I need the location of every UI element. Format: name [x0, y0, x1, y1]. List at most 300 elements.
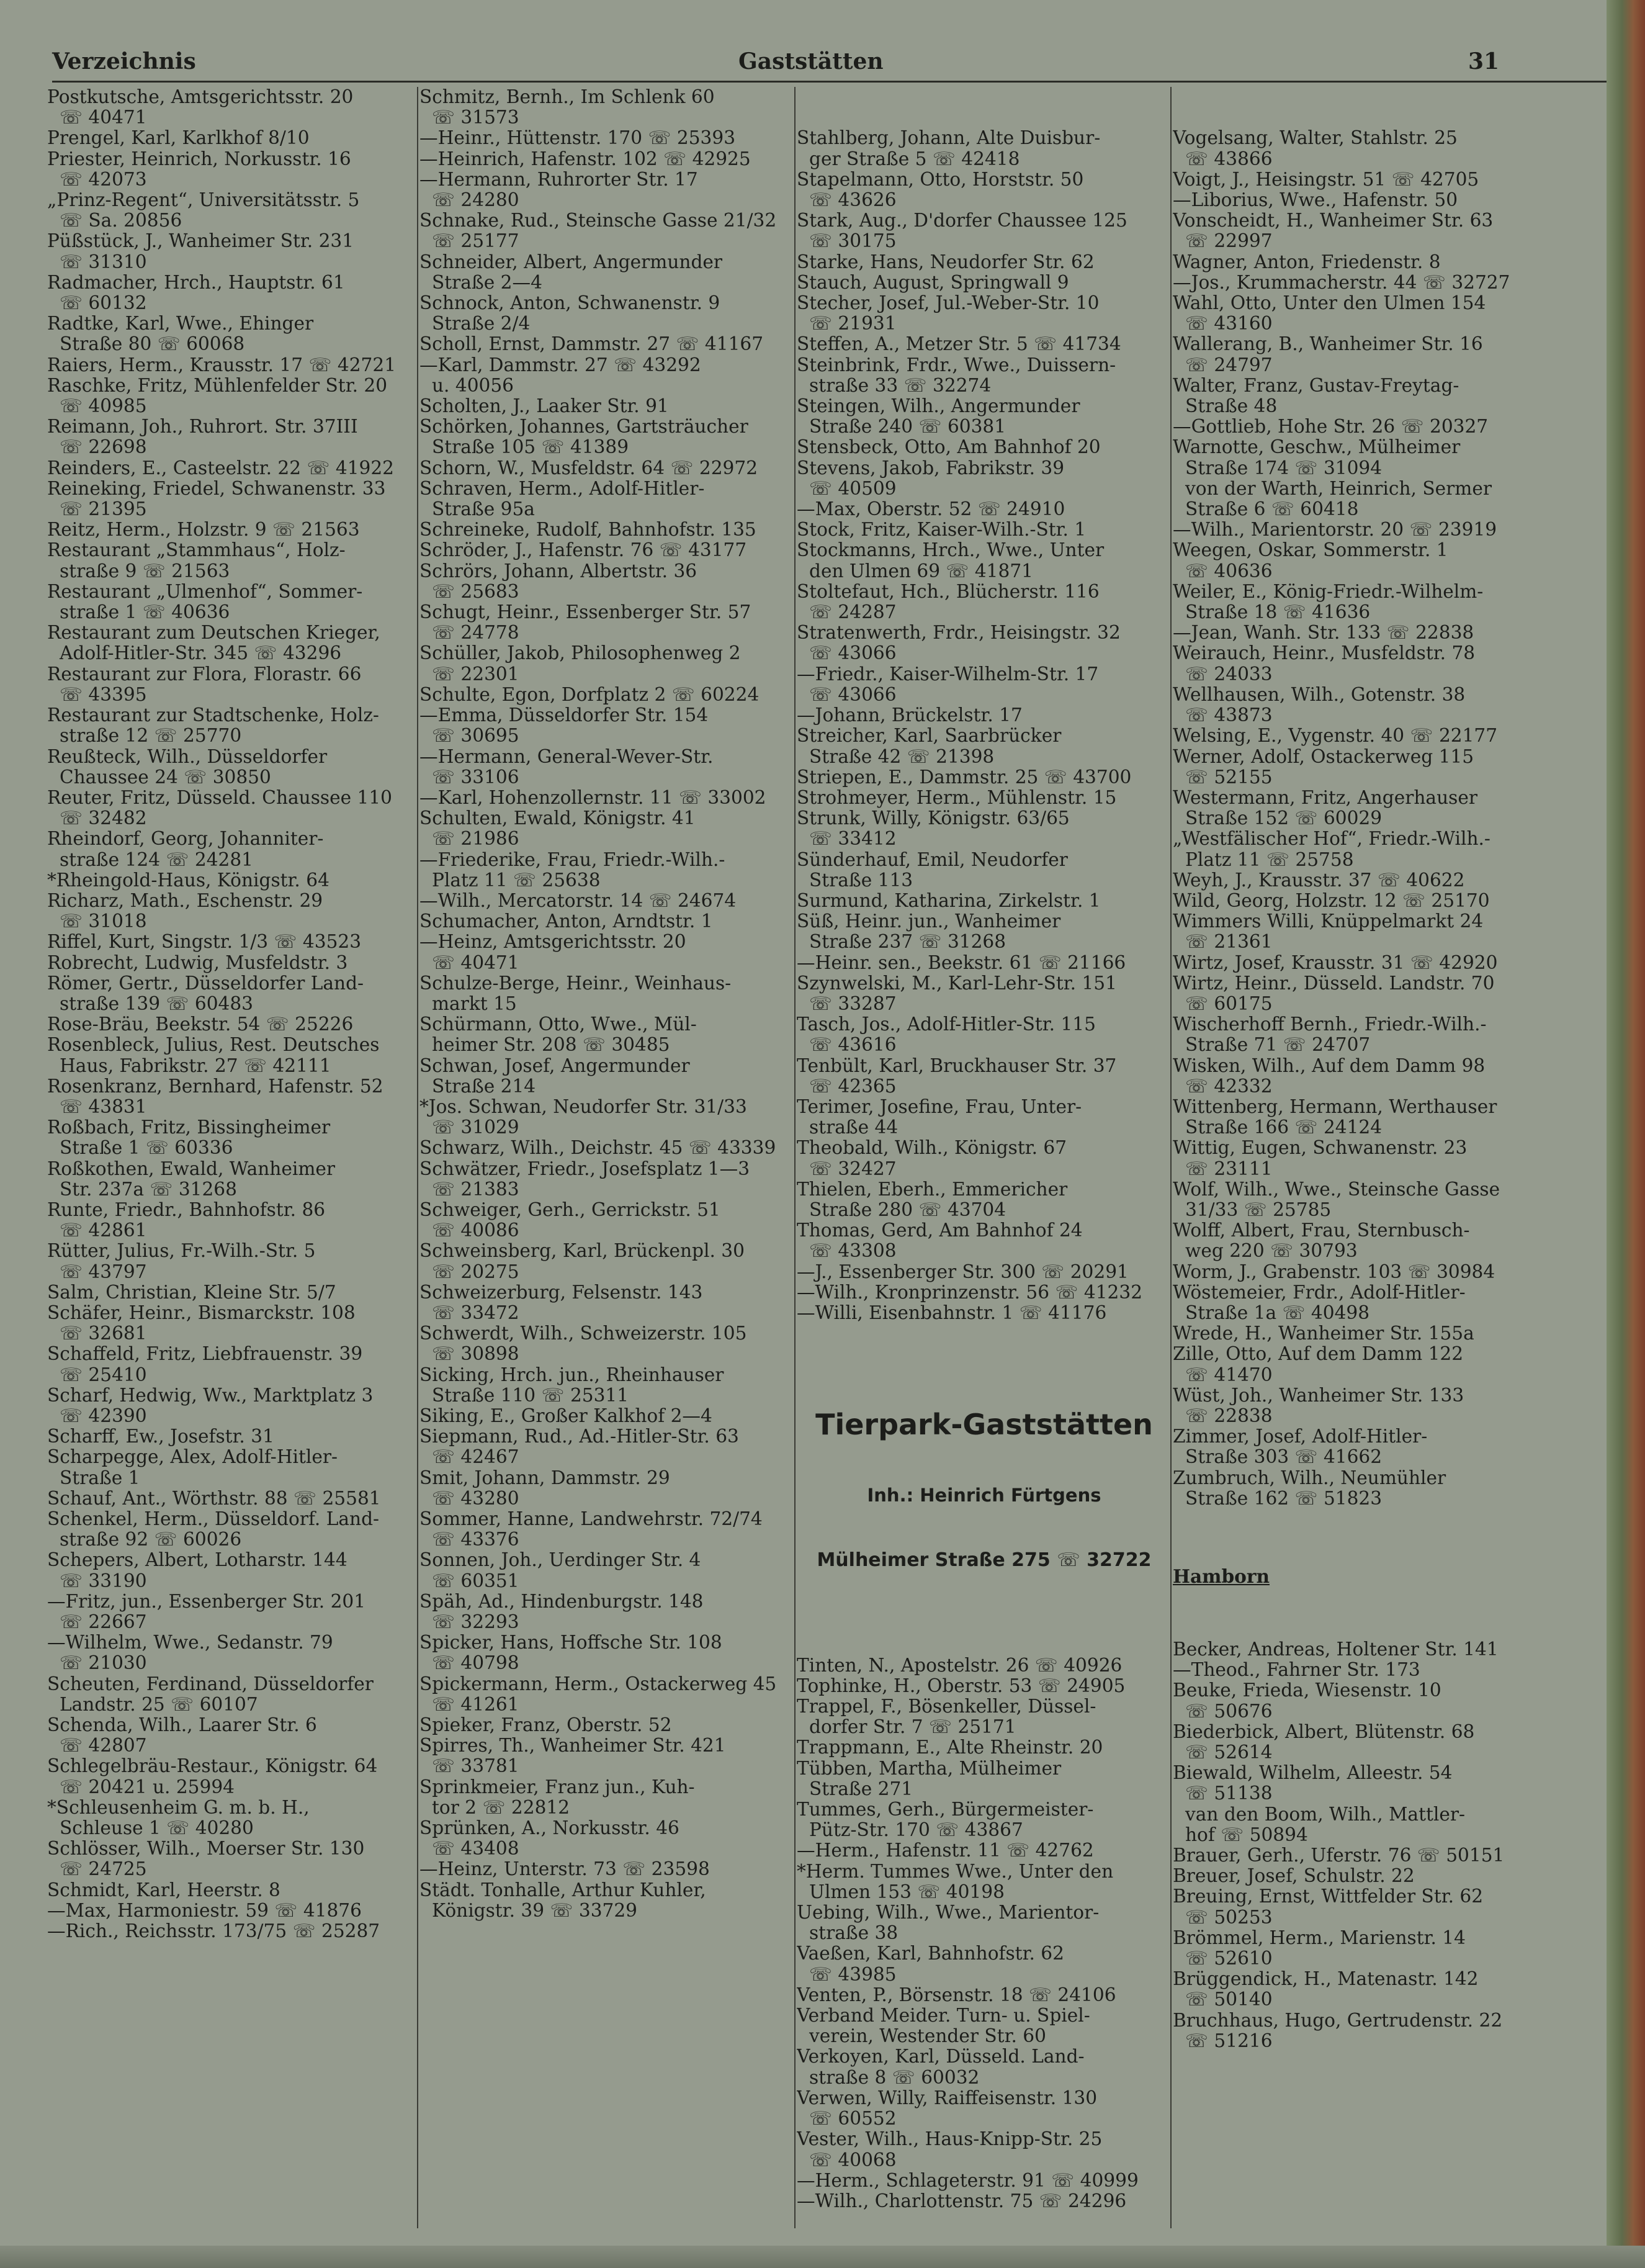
directory-line: Straße 6 ☏ 60418 [1185, 498, 1359, 520]
directory-line: Straße 271 [809, 1778, 913, 1799]
directory-line: Roßkothen, Ewald, Wanheimer [47, 1158, 336, 1179]
directory-line: Straße 214 [432, 1075, 536, 1097]
directory-line: ☏ 50253 [1185, 1906, 1273, 1928]
directory-line: ☏ 50140 [1185, 1989, 1273, 2010]
directory-line: ☏ 43066 [809, 683, 897, 705]
directory-line: tor 2 ☏ 22812 [432, 1796, 570, 1818]
directory-line: Beuke, Frieda, Wiesenstr. 10 [1173, 1680, 1441, 1701]
directory-line: Wimmers Willi, Knüppelmarkt 24 [1173, 911, 1484, 932]
directory-line: Schüller, Jakob, Philosophenweg 2 [419, 642, 741, 664]
directory-line: Straße 48 [1185, 395, 1278, 417]
ad-address: Mülheimer Straße 275 ☏ 32722 [817, 1549, 1152, 1571]
directory-line: ☏ 43160 [1185, 313, 1273, 335]
directory-line: Robrecht, Ludwig, Musfeldstr. 3 [47, 952, 348, 973]
directory-line: —Theod., Fahrner Str. 173 [1173, 1659, 1420, 1681]
directory-line: *Schleusenheim G. m. b. H., [47, 1796, 310, 1818]
directory-line: Rütter, Julius, Fr.-Wilh.-Str. 5 [47, 1240, 316, 1262]
directory-line: ☏ 40471 [432, 952, 519, 973]
directory-line: Schulze-Berge, Heinr., Weinhaus- [419, 972, 732, 994]
directory-line: Radmacher, Hrch., Hauptstr. 61 [47, 271, 345, 293]
directory-line: Schweizerburg, Felsenstr. 143 [419, 1281, 703, 1303]
directory-line: Venten, P., Börsenstr. 18 ☏ 24106 [797, 1984, 1116, 2005]
directory-line: Schmidt, Karl, Heerstr. 8 [47, 1879, 280, 1901]
directory-line: Reußteck, Wilh., Düsseldorfer [47, 745, 328, 767]
directory-line: ☏ 21361 [1185, 931, 1273, 953]
directory-line: Uebing, Wilh., Wwe., Marientor- [797, 1902, 1100, 1924]
directory-line: ☏ Sa. 20856 [60, 210, 182, 232]
directory-line: Wischerhoff Bernh., Friedr.-Wilh.- [1173, 1014, 1487, 1035]
directory-line: den Ulmen 69 ☏ 41871 [809, 560, 1033, 582]
directory-line: Vester, Wilh., Haus-Knipp-Str. 25 [797, 2128, 1103, 2150]
directory-line: ☏ 24287 [809, 601, 897, 623]
directory-line: Wild, Georg, Holzstr. 12 ☏ 25170 [1173, 889, 1490, 911]
directory-line: ☏ 33287 [809, 992, 897, 1014]
directory-line: Platz 11 ☏ 25638 [432, 869, 601, 891]
directory-line: ☏ 43616 [809, 1034, 897, 1056]
directory-line: Strunk, Willy, Königstr. 63/65 [797, 808, 1070, 829]
directory-line: Brauer, Gerh., Uferstr. 76 ☏ 50151 [1173, 1845, 1505, 1866]
directory-line: Römer, Gertr., Düsseldorfer Land- [47, 972, 364, 994]
directory-line: Straße 1 [60, 1467, 140, 1488]
directory-line: Richarz, Math., Eschenstr. 29 [47, 889, 323, 911]
directory-line: *Jos. Schwan, Neudorfer Str. 31/33 [419, 1096, 747, 1117]
directory-line: Walter, Franz, Gustav-Freytag- [1173, 374, 1459, 396]
running-header-title: Gaststätten [738, 48, 884, 74]
directory-line: —Karl, Dammstr. 27 ☏ 43292 [419, 354, 701, 376]
directory-line: Schwerdt, Wilh., Schweizerstr. 105 [419, 1323, 747, 1344]
directory-line: Straße 95a [432, 498, 535, 520]
directory-line: Straße 1a ☏ 40498 [1185, 1302, 1370, 1323]
directory-line: straße 124 ☏ 24281 [60, 848, 254, 870]
directory-line: Straße 240 ☏ 60381 [809, 416, 1006, 438]
directory-line: Tenbült, Karl, Bruckhauser Str. 37 [797, 1055, 1117, 1076]
directory-line: ☏ 31310 [60, 251, 147, 272]
directory-line: —Willi, Eisenbahnstr. 1 ☏ 41176 [797, 1302, 1107, 1323]
directory-line: straße 38 [809, 1922, 899, 1944]
directory-line: Schneider, Albert, Angermunder [419, 251, 723, 272]
directory-line: ☏ 41470 [1185, 1364, 1273, 1385]
directory-line: —Wilh., Mercatorstr. 14 ☏ 24674 [419, 889, 737, 911]
directory-line: ☏ 51138 [1185, 1783, 1273, 1804]
directory-line: ☏ 21383 [432, 1178, 519, 1200]
directory-line: ☏ 33412 [809, 828, 897, 850]
directory-line: —Herm., Schlageterstr. 91 ☏ 40999 [797, 2169, 1139, 2191]
directory-line: Scheuten, Ferdinand, Düsseldorfer [47, 1673, 374, 1694]
directory-line: Worm, J., Grabenstr. 103 ☏ 30984 [1173, 1261, 1495, 1282]
tierpark-advertisement [797, 1365, 1172, 1614]
directory-line: Raiers, Herm., Krausstr. 17 ☏ 42721 [47, 354, 397, 376]
directory-line: ☏ 24280 [432, 189, 519, 211]
directory-line: Breuer, Josef, Schulstr. 22 [1173, 1865, 1415, 1887]
directory-line: Restaurant „Ulmenhof“, Sommer- [47, 580, 363, 602]
directory-line: Schrörs, Johann, Albertstr. 36 [419, 560, 697, 582]
directory-line: ☏ 40798 [432, 1652, 519, 1674]
directory-line: ☏ 32427 [809, 1158, 897, 1179]
directory-line: ☏ 42073 [60, 168, 147, 190]
directory-line: ☏ 24725 [60, 1858, 147, 1880]
directory-line: Schwan, Josef, Angermunder [419, 1055, 690, 1076]
directory-line: Schröder, J., Hafenstr. 76 ☏ 43177 [419, 539, 747, 561]
directory-line: Schreineke, Rudolf, Bahnhofstr. 135 [419, 519, 756, 541]
directory-line: ☏ 43308 [809, 1240, 897, 1262]
directory-line: —J., Essenberger Str. 300 ☏ 20291 [797, 1261, 1129, 1282]
directory-line: Schulten, Ewald, Königstr. 41 [419, 808, 696, 829]
directory-line: ☏ 24797 [1185, 354, 1273, 376]
directory-line: Schulte, Egon, Dorfplatz 2 ☏ 60224 [419, 683, 760, 705]
directory-line: Stapelmann, Otto, Horststr. 50 [797, 168, 1084, 190]
directory-line: ☏ 22667 [60, 1611, 147, 1633]
directory-line: Steffen, A., Metzer Str. 5 ☏ 41734 [797, 333, 1121, 355]
directory-line: Strohmeyer, Herm., Mühlenstr. 15 [797, 786, 1117, 808]
directory-line: hof ☏ 50894 [1185, 1824, 1308, 1845]
directory-line: Landstr. 25 ☏ 60107 [60, 1693, 258, 1715]
directory-line: —Hermann, General-Wever-Str. [419, 745, 714, 767]
directory-line: ☏ 43866 [1185, 148, 1273, 169]
directory-line: Weiler, E., König-Friedr.-Wilhelm- [1173, 580, 1484, 602]
column-3-entries [797, 128, 1172, 1323]
directory-line: straße 12 ☏ 25770 [60, 725, 242, 747]
directory-line: Straße 42 ☏ 21398 [809, 745, 995, 767]
directory-line: Straße 113 [809, 869, 913, 891]
directory-line: ☏ 40086 [432, 1220, 519, 1241]
directory-line: Voigt, J., Heisingstr. 51 ☏ 42705 [1173, 168, 1479, 190]
directory-line: Scholten, J., Laaker Str. 91 [419, 395, 669, 417]
directory-line: ☏ 21395 [60, 498, 147, 520]
directory-line: Wirtz, Josef, Krausstr. 31 ☏ 42920 [1173, 952, 1498, 973]
directory-line: Scharpegge, Alex, Adolf-Hitler- [47, 1446, 338, 1468]
directory-line: von der Warth, Heinrich, Sermer [1185, 477, 1492, 499]
directory-line: Straße 174 ☏ 31094 [1185, 457, 1383, 479]
directory-line: ☏ 42365 [809, 1075, 897, 1097]
directory-line: heimer Str. 208 ☏ 30485 [432, 1034, 670, 1056]
directory-line: Städt. Tonhalle, Arthur Kuhler, [419, 1879, 706, 1901]
directory-line: Rose-Bräu, Beekstr. 54 ☏ 25226 [47, 1014, 354, 1035]
column-1 [47, 87, 422, 1942]
directory-line: Smit, Johann, Dammstr. 29 [419, 1467, 670, 1488]
directory-line: ☏ 40068 [809, 2149, 897, 2171]
directory-line: Wahl, Otto, Unter den Ulmen 154 [1173, 292, 1486, 314]
directory-line: ☏ 43831 [60, 1096, 147, 1117]
directory-line: Schwätzer, Friedr., Josefsplatz 1—3 [419, 1158, 750, 1179]
directory-line: Straße 71 ☏ 24707 [1185, 1034, 1371, 1056]
directory-line: ☏ 43873 [1185, 704, 1273, 726]
directory-line: weg 220 ☏ 30793 [1185, 1240, 1358, 1262]
directory-line: ☏ 21986 [432, 828, 519, 850]
directory-line: Terimer, Josefine, Frau, Unter- [797, 1096, 1082, 1117]
directory-line: —Heinz, Unterstr. 73 ☏ 23598 [419, 1858, 710, 1880]
directory-line: Schorn, W., Musfeldstr. 64 ☏ 22972 [419, 457, 758, 479]
directory-line: Wolff, Albert, Frau, Sternbusch- [1173, 1220, 1470, 1241]
directory-line: —Max, Harmoniestr. 59 ☏ 41876 [47, 1899, 362, 1921]
directory-line: verein, Westender Str. 60 [809, 2025, 1046, 2047]
directory-line: ☏ 42332 [1185, 1075, 1273, 1097]
directory-line: —Johann, Brückelstr. 17 [797, 704, 1023, 726]
directory-line: —Liborius, Wwe., Hafenstr. 50 [1173, 189, 1458, 211]
directory-line: Siking, E., Großer Kalkhof 2—4 [419, 1405, 712, 1426]
directory-line: Szynwelski, M., Karl-Lehr-Str. 151 [797, 972, 1117, 994]
directory-line: Straße 162 ☏ 51823 [1185, 1487, 1383, 1509]
directory-line: Spicker, Hans, Hoffsche Str. 108 [419, 1632, 722, 1654]
directory-line: —Friedr., Kaiser-Wilhelm-Str. 17 [797, 663, 1099, 685]
directory-line: dorfer Str. 7 ☏ 25171 [809, 1716, 1016, 1738]
directory-line: Trappel, F., Bösenkeller, Düssel- [797, 1696, 1096, 1717]
directory-line: ☏ 25177 [432, 230, 519, 252]
directory-line: van den Boom, Wilh., Mattler- [1185, 1803, 1465, 1825]
directory-line: Runte, Friedr., Bahnhofstr. 86 [47, 1199, 326, 1220]
directory-line: Stensbeck, Otto, Am Bahnhof 20 [797, 436, 1101, 458]
directory-line: Schnake, Rud., Steinsche Gasse 21/32 [419, 210, 777, 232]
directory-line: —Wilh., Charlottenstr. 75 ☏ 24296 [797, 2190, 1127, 2212]
directory-line: Stoltefaut, Hch., Blücherstr. 116 [797, 580, 1100, 602]
directory-line: Wittenberg, Hermann, Werthauser [1173, 1096, 1497, 1117]
directory-line: Rosenbleck, Julius, Rest. Deutsches [47, 1034, 380, 1056]
directory-line: Verband Meider. Turn- u. Spiel- [797, 2005, 1090, 2027]
directory-line: Werner, Adolf, Ostackerweg 115 [1173, 745, 1474, 767]
directory-line: ☏ 22997 [1185, 230, 1273, 252]
directory-line: Salm, Christian, Kleine Str. 5/7 [47, 1281, 336, 1303]
directory-line: ☏ 33106 [432, 766, 519, 788]
directory-line: ☏ 43280 [432, 1487, 519, 1509]
directory-line: —Heinr. sen., Beekstr. 61 ☏ 21166 [797, 952, 1126, 973]
directory-line: —Wilh., Marientorstr. 20 ☏ 23919 [1173, 519, 1497, 541]
directory-line: Trappmann, E., Alte Rheinstr. 20 [797, 1737, 1103, 1758]
directory-line: Schwarz, Wilh., Deichstr. 45 ☏ 43339 [419, 1137, 776, 1159]
directory-line: Streicher, Karl, Saarbrücker [797, 725, 1062, 747]
directory-line: Prengel, Karl, Karlkhof 8/10 [47, 127, 310, 149]
directory-line: straße 44 [809, 1117, 899, 1138]
directory-line: ☏ 41261 [432, 1693, 519, 1715]
directory-line: Weegen, Oskar, Sommerstr. 1 [1173, 539, 1448, 561]
directory-line: —Rich., Reichsstr. 173/75 ☏ 25287 [47, 1920, 380, 1942]
directory-line: ☏ 42861 [60, 1220, 147, 1241]
directory-line: u. 40056 [432, 374, 514, 396]
directory-line: ☏ 43408 [432, 1838, 519, 1860]
directory-line: Reinders, E., Casteelstr. 22 ☏ 41922 [47, 457, 395, 479]
column-4 [1173, 87, 1607, 2093]
directory-line: ☏ 42467 [432, 1446, 519, 1468]
directory-line: Restaurant zur Stadtschenke, Holz- [47, 704, 379, 726]
directory-line: —Herm., Hafenstr. 11 ☏ 42762 [797, 1840, 1094, 1861]
directory-line: Biewald, Wilhelm, Alleestr. 54 [1173, 1762, 1453, 1784]
directory-line: Reuter, Fritz, Düsseld. Chaussee 110 [47, 786, 393, 808]
directory-line: Verkoyen, Karl, Düsseld. Land- [797, 2046, 1085, 2068]
directory-line: ☏ 33190 [60, 1570, 147, 1591]
directory-line: Sonnen, Joh., Uerdinger Str. 4 [419, 1549, 701, 1571]
directory-line: Schauf, Ant., Wörthstr. 88 ☏ 25581 [47, 1487, 381, 1509]
directory-line: Wittig, Eugen, Schwanenstr. 23 [1173, 1137, 1468, 1159]
directory-line: —Heinr., Hüttenstr. 170 ☏ 25393 [419, 127, 736, 149]
directory-line: ☏ 43395 [60, 683, 147, 705]
directory-line: Schlegelbräu-Restaur., Königstr. 64 [47, 1755, 378, 1777]
directory-line: Zille, Otto, Auf dem Damm 122 [1173, 1343, 1464, 1365]
directory-line: Schweiger, Gerh., Gerrickstr. 51 [419, 1199, 720, 1220]
directory-line: Steingen, Wilh., Angermunder [797, 395, 1080, 417]
directory-line: ☏ 32482 [60, 808, 147, 829]
directory-line: Wüst, Joh., Wanheimer Str. 133 [1173, 1384, 1464, 1406]
directory-line: Rheindorf, Georg, Johanniter- [47, 828, 324, 850]
directory-line: Schlösser, Wilh., Moerser Str. 130 [47, 1838, 365, 1860]
directory-line: Priester, Heinrich, Norkusstr. 16 [47, 148, 351, 169]
directory-line: Reitz, Herm., Holzstr. 9 ☏ 21563 [47, 519, 360, 541]
directory-line: Breuing, Ernst, Wittfelder Str. 62 [1173, 1886, 1484, 1907]
directory-line: straße 139 ☏ 60483 [60, 992, 254, 1014]
column-3-entries-continued [797, 1655, 1172, 2212]
directory-line: Haus, Fabrikstr. 27 ☏ 42111 [60, 1055, 331, 1076]
directory-line: Süß, Heinr. jun., Wanheimer [797, 911, 1061, 932]
directory-line: Verwen, Willy, Raiffeisenstr. 130 [797, 2087, 1098, 2108]
directory-line: Stauch, August, Springwall 9 [797, 271, 1069, 293]
directory-line: ☏ 43066 [809, 642, 897, 664]
directory-line: Straße 2—4 [432, 271, 542, 293]
directory-line: Restaurant „Stammhaus“, Holz- [47, 539, 346, 561]
directory-line: Schenda, Wilh., Laarer Str. 6 [47, 1714, 317, 1736]
directory-line: —Jean, Wanh. Str. 133 ☏ 22838 [1173, 622, 1474, 644]
directory-line: ☏ 32681 [60, 1323, 147, 1344]
directory-line: ☏ 30175 [809, 230, 897, 252]
directory-line: ☏ 52610 [1185, 1948, 1273, 1969]
directory-line: Straße 1 ☏ 60336 [60, 1137, 233, 1159]
directory-line: Stahlberg, Johann, Alte Duisbur- [797, 127, 1101, 149]
directory-line: Straße 303 ☏ 41662 [1185, 1446, 1383, 1468]
directory-line: Tasch, Jos., Adolf-Hitler-Str. 115 [797, 1014, 1096, 1035]
directory-line: Wisken, Wilh., Auf dem Damm 98 [1173, 1055, 1486, 1076]
directory-line: Starke, Hans, Neudorfer Str. 62 [797, 251, 1095, 272]
directory-line: —Max, Oberstr. 52 ☏ 24910 [797, 498, 1065, 520]
directory-line: ☏ 60351 [432, 1570, 519, 1591]
directory-line: Pütz-Str. 170 ☏ 43867 [809, 1819, 1023, 1841]
directory-line: Wirtz, Heinr., Düsseld. Landstr. 70 [1173, 972, 1495, 994]
directory-line: ☏ 25683 [432, 580, 519, 602]
directory-line: Straße 105 ☏ 41389 [432, 436, 629, 458]
directory-line: Surmund, Katharina, Zirkelstr. 1 [797, 889, 1101, 911]
directory-line: ☏ 33781 [432, 1755, 519, 1777]
directory-line: Tinten, N., Apostelstr. 26 ☏ 40926 [797, 1654, 1123, 1676]
directory-line: —Hermann, Ruhrorter Str. 17 [419, 168, 698, 190]
directory-line: ☏ 20275 [432, 1261, 519, 1282]
directory-line: Scharff, Ew., Josefstr. 31 [47, 1426, 274, 1447]
directory-line: Straße 80 ☏ 60068 [60, 333, 245, 355]
directory-line: Welsing, E., Vygenstr. 40 ☏ 22177 [1173, 725, 1498, 747]
directory-line: Schnock, Anton, Schwanenstr. 9 [419, 292, 720, 314]
directory-line: —Gottlieb, Hohe Str. 26 ☏ 20327 [1173, 416, 1489, 438]
directory-line: ☏ 60132 [60, 292, 147, 314]
directory-line: —Friederike, Frau, Friedr.-Wilh.- [419, 848, 725, 870]
directory-line: Theobald, Wilh., Königstr. 67 [797, 1137, 1067, 1159]
directory-line: Schraven, Herm., Adolf-Hitler- [419, 477, 705, 499]
directory-line: Thomas, Gerd, Am Bahnhof 24 [797, 1220, 1083, 1241]
directory-line: —Heinrich, Hafenstr. 102 ☏ 42925 [419, 148, 751, 169]
running-header-left: Verzeichnis [52, 48, 196, 74]
directory-line: Schaffeld, Fritz, Liebfrauenstr. 39 [47, 1343, 363, 1365]
directory-line: —Heinz, Amtsgerichtsstr. 20 [419, 931, 686, 953]
directory-line: Postkutsche, Amtsgerichtsstr. 20 [47, 87, 354, 107]
column-2 [419, 87, 798, 1921]
directory-line: Ulmen 153 ☏ 40198 [809, 1881, 1005, 1902]
directory-line: ☏ 23111 [1185, 1158, 1273, 1179]
directory-line: Sünderhauf, Emil, Neudorfer [797, 848, 1068, 870]
directory-line: Stratenwerth, Frdr., Heisingstr. 32 [797, 622, 1121, 644]
directory-line: Schugt, Heinr., Essenberger Str. 57 [419, 601, 751, 623]
directory-line: —Wilhelm, Wwe., Sedanstr. 79 [47, 1632, 333, 1654]
directory-line: Straße 166 ☏ 24124 [1185, 1117, 1383, 1138]
directory-line: Steinbrink, Frdr., Wwe., Duissern- [797, 354, 1116, 376]
directory-line: ☏ 43626 [809, 189, 897, 211]
directory-line: ☏ 25410 [60, 1364, 147, 1385]
directory-line: Chaussee 24 ☏ 30850 [60, 766, 271, 788]
directory-line: Spirres, Th., Wanheimer Str. 421 [419, 1735, 726, 1757]
directory-line: Radtke, Karl, Wwe., Ehinger [47, 313, 314, 335]
directory-line: ☏ 43985 [809, 1963, 897, 1985]
page-number: 31 [1468, 48, 1500, 74]
directory-line: Sommer, Hanne, Landwehrstr. 72/74 [419, 1508, 763, 1530]
directory-line: ☏ 52155 [1185, 766, 1273, 788]
directory-line: Warnotte, Geschw., Mülheimer [1173, 436, 1461, 458]
directory-line: —Emma, Düsseldorfer Str. 154 [419, 704, 709, 726]
directory-line: ☏ 20421 u. 25994 [60, 1776, 235, 1798]
directory-line: 31/33 ☏ 25785 [1185, 1199, 1332, 1220]
directory-line: ☏ 30695 [432, 725, 519, 747]
directory-line: Wolf, Wilh., Wwe., Steinsche Gasse [1173, 1178, 1500, 1200]
directory-line: Sicking, Hrch. jun., Rheinhauser [419, 1364, 724, 1385]
directory-line: Tübben, Martha, Mülheimer [797, 1757, 1062, 1779]
directory-line: —Wilh., Kronprinzenstr. 56 ☏ 41232 [797, 1281, 1143, 1303]
directory-line: Wagner, Anton, Friedenstr. 8 [1173, 251, 1441, 272]
directory-line: *Rheingold-Haus, Königstr. 64 [47, 869, 329, 891]
directory-line: Sprünken, A., Norkusstr. 46 [419, 1817, 679, 1839]
directory-line: ☏ 24778 [432, 622, 519, 644]
directory-line: Sprinkmeier, Franz jun., Kuh- [419, 1776, 695, 1798]
directory-line: Spickermann, Herm., Ostackerweg 45 [419, 1673, 777, 1694]
directory-line: Zimmer, Josef, Adolf-Hitler- [1173, 1426, 1428, 1447]
directory-line: ☏ 40636 [1185, 560, 1273, 582]
directory-line: ☏ 43797 [60, 1261, 147, 1282]
hamborn-entries [1173, 1639, 1607, 2051]
directory-line: ☏ 40985 [60, 395, 147, 417]
directory-line: markt 15 [432, 992, 517, 1014]
directory-line: ☏ 22838 [1185, 1405, 1273, 1426]
directory-line: straße 1 ☏ 40636 [60, 601, 230, 623]
directory-line: Riffel, Kurt, Singstr. 1/3 ☏ 43523 [47, 931, 362, 953]
directory-line: Schepers, Albert, Lotharstr. 144 [47, 1549, 347, 1571]
section-heading-hamborn: Hamborn [1173, 1565, 1270, 1588]
directory-line: ☏ 30898 [432, 1343, 519, 1365]
directory-line: ☏ 32293 [432, 1611, 519, 1633]
directory-line: Brömmel, Herm., Marienstr. 14 [1173, 1927, 1466, 1948]
directory-line: ☏ 51216 [1185, 2030, 1273, 2051]
ad-owner: Inh.: Heinrich Fürtgens [867, 1485, 1101, 1506]
directory-line: Reimann, Joh., Ruhrort. Str. 37III [47, 416, 358, 438]
header-rule [52, 81, 1607, 83]
directory-line: Stevens, Jakob, Fabrikstr. 39 [797, 457, 1065, 479]
ad-title: Tierpark-Gaststätten [815, 1408, 1153, 1441]
directory-line: —Karl, Hohenzollernstr. 11 ☏ 33002 [419, 786, 766, 808]
directory-line: ☏ 31018 [60, 911, 147, 932]
directory-line: Zumbruch, Wilh., Neumühler [1173, 1467, 1446, 1488]
directory-line: Weyh, J., Krausstr. 37 ☏ 40622 [1173, 869, 1465, 891]
column-4-entries [1173, 128, 1607, 1509]
directory-line: Stecher, Josef, Jul.-Weber-Str. 10 [797, 292, 1100, 314]
directory-line: ☏ 40509 [809, 477, 897, 499]
column-3 [797, 87, 1172, 2253]
directory-line: ☏ 24033 [1185, 663, 1273, 685]
directory-line: Scharf, Hedwig, Ww., Marktplatz 3 [47, 1384, 374, 1406]
directory-line: Spieker, Franz, Oberstr. 52 [419, 1714, 672, 1736]
directory-line: Straße 18 ☏ 41636 [1185, 601, 1371, 623]
directory-line: Adolf-Hitler-Str. 345 ☏ 43296 [60, 642, 342, 664]
directory-line: ☏ 50676 [1185, 1700, 1273, 1722]
directory-line: ☏ 33472 [432, 1302, 519, 1323]
directory-line: Schmitz, Bernh., Im Schlenk 60 [419, 87, 715, 107]
